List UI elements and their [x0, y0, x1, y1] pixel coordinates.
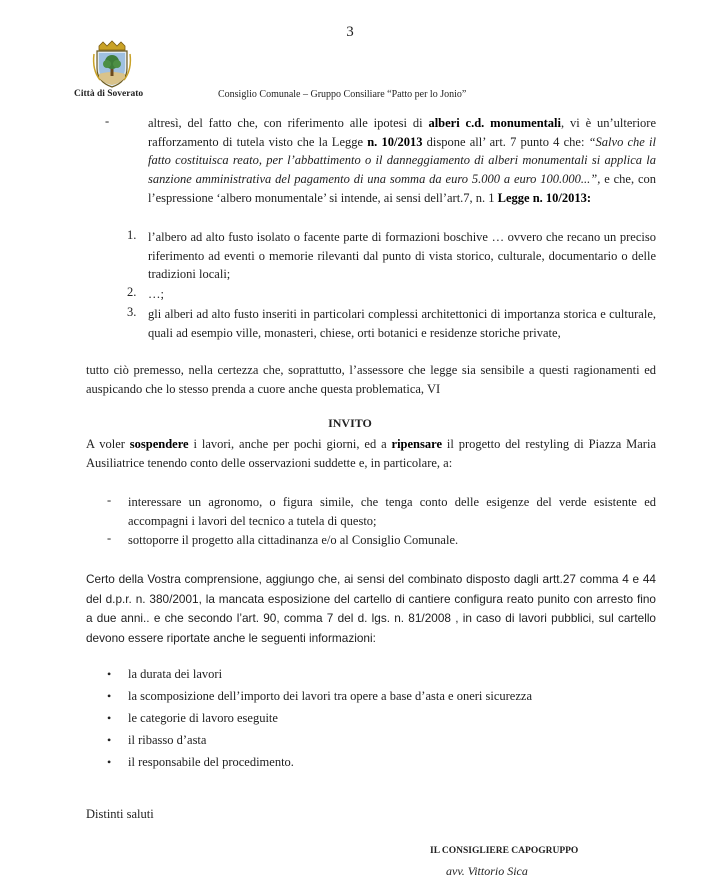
invite-text-3: il progetto del restyling di Piazza Maria Ausiliatrice tenendo conto delle osservazioni suddette e, in particolare, a:	[86, 437, 656, 470]
signature-name: avv. Vittorio Sica	[446, 864, 528, 878]
bullet-item: la scomposizione dell’importo dei lavori tra opere a base d’asta e oneri sicurezza	[128, 689, 532, 703]
invite-text-1: A voler	[86, 437, 130, 451]
invite-bold-1: sospendere	[129, 437, 189, 451]
bullet-marker: •	[107, 733, 112, 747]
invite-text-2: i lavori, anche per pochi giorni, ed a	[188, 437, 392, 451]
dash-marker: -	[107, 531, 112, 545]
bullet-marker: •	[107, 689, 112, 703]
dash-marker: -	[105, 114, 110, 128]
intro-paragraph	[148, 114, 656, 208]
numbered-item-1: l’albero ad alto fusto isolato o facente parte di formazioni boschive … ovvero che recano un preciso riferimento ad eventi o memorie rilevanti dal punto di vista storico, culturale, documentario o delle tradizioni locali;	[148, 230, 656, 282]
signature-title: IL CONSIGLIERE CAPOGRUPPO	[430, 846, 579, 856]
numbered-marker-3: 3.	[127, 305, 137, 319]
dash-item-1: interessare un agronomo, o figura simile, che tenga conto delle esigenze del verde esistente ed accompagni i lavori del tecnico a tutela di questo;	[128, 495, 656, 528]
bullet-item: la durata dei lavori	[128, 667, 223, 681]
intro-text-3: dispone all’ art. 7 punto 4 che:	[422, 134, 589, 149]
dash-marker: -	[107, 493, 112, 507]
page-number: 3	[346, 24, 354, 40]
closing-text: Distinti saluti	[86, 807, 154, 821]
city-crest-icon	[91, 40, 133, 88]
intro-bold-1: alberi c.d. monumentali	[428, 116, 562, 130]
numbered-item-2: …;	[148, 287, 164, 301]
bullet-marker: •	[107, 711, 112, 725]
bullet-marker: •	[107, 755, 112, 769]
numbered-marker-2: 2.	[127, 285, 137, 299]
intro-text-1: altresì, del fatto che, con riferimento alle ipotesi di	[148, 116, 429, 130]
premise-paragraph: tutto ciò premesso, nella certezza che, soprattutto, l’assessore che legge sia sensibile a questi ragionamenti ed auspicando che lo stesso prenda a cuore anche questa problematica, VI	[86, 363, 656, 396]
bullet-marker: •	[107, 667, 112, 681]
intro-bold-2: n. 10/2013	[367, 134, 423, 149]
numbered-marker-1: 1.	[127, 228, 137, 242]
numbered-item-3: gli alberi ad alto fusto inseriti in particolari complessi architettonici di importanza storica e culturale, quali ad esempio ville, monasteri, chiese, orti botanici e residenze storiche private,	[148, 307, 656, 340]
bullet-item: il responsabile del procedimento.	[128, 755, 294, 769]
invito-heading: INVITO	[328, 416, 372, 430]
dash-item-2: sottoporre il progetto alla cittadinanza e/o al Consiglio Comunale.	[128, 533, 459, 547]
intro-bold-3: Legge n. 10/2013:	[497, 190, 592, 205]
bullet-item: il ribasso d’asta	[128, 733, 207, 747]
certo-paragraph: Certo della Vostra comprensione, aggiungo che, ai sensi del combinato disposto dagli artt.27 comma 4 e 44 del d.p.r. n. 380/2001, la mancata esposizione del cartello di cantiere configura reato punito con arresto fino a due anni.. e che secondo l’art. 90, comma 7 del d. lgs. n. 81/2008 , in caso di lavori pubblici, sul cartello devono essere riportate anche le seguenti informazioni:	[86, 572, 656, 645]
invite-bold-2: ripensare	[391, 437, 442, 451]
intro-quote: “Salvo che il fatto costituisca reato, per l’abbattimento o il danneggiamento di alberi monumentali si applica la sanzione amministrativa del pagamento di una somma da euro 5.000 a euro 100.000...”	[148, 134, 656, 187]
intro-text-2: , vi è un’ulteriore rafforzamento di tutela visto che la Legge	[148, 116, 656, 149]
invite-paragraph	[86, 435, 656, 472]
group-name: Consiglio Comunale – Gruppo Consiliare “Patto per lo Jonio”	[218, 89, 467, 100]
bullet-item: le categorie di lavoro eseguite	[128, 711, 278, 725]
intro-text-4: , e che, con l’espressione ‘albero monumentale’ si intende, ai sensi dell’art.7, n. 1	[148, 172, 656, 205]
city-name: Città di Soverato	[74, 89, 144, 99]
